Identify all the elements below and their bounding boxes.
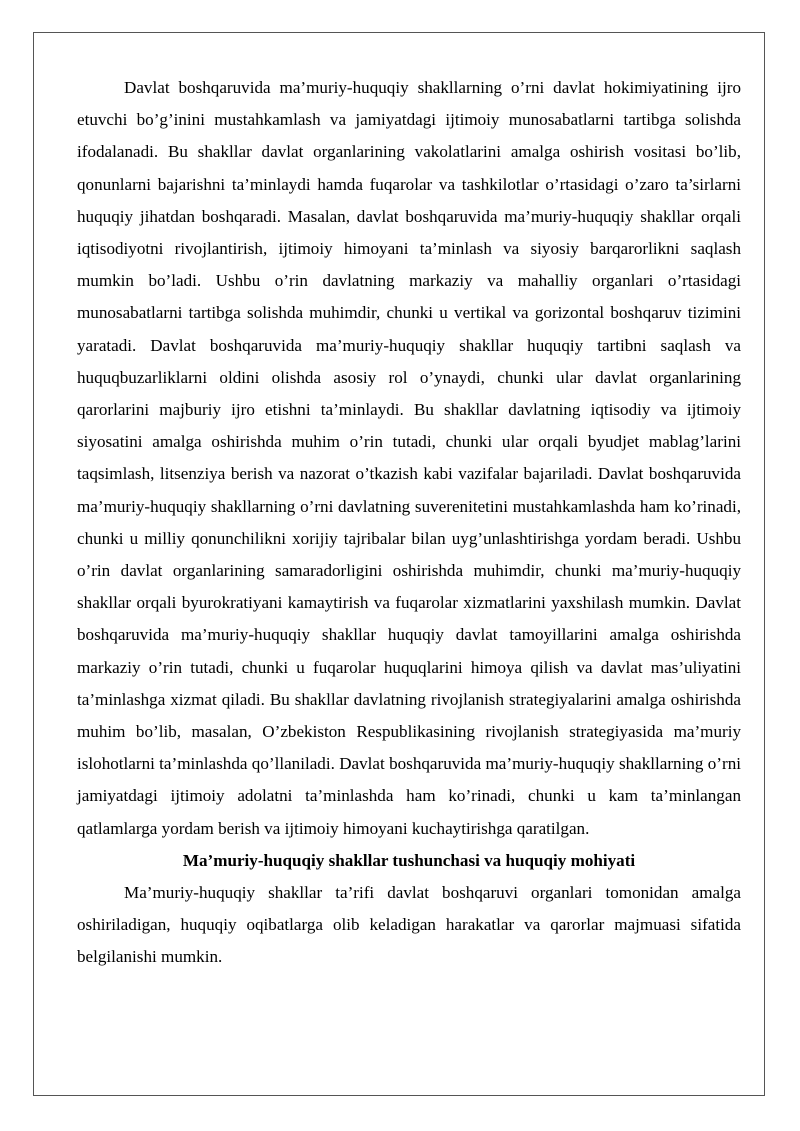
body-paragraph-1: Davlat boshqaruvida ma’muriy-huquqiy shakllarning o’rni davlat hokimiyatining ijro etuvchi bo’g’inini mustahkamlash va jamiyatdagi ijtimoiy munosabatlarni tartibga solishda ifodalanadi. Bu shakllar davlat organlarining vakolatlarini amalga oshirish vositasi bo’lib, qonunlarni bajarishni ta’minlaydi hamda fuqarolar va tashkilotlar o’rtasidagi o’zaro ta’sirlarni huquqiy jihatdan boshqaradi. Masalan, davlat boshqaruvida ma’muriy-huquqiy shakllar orqali iqtisodiyotni rivojlantirish, ijtimoiy himoyani ta’minlash va siyosiy barqarorlikni saqlash mumkin bo’ladi. Ushbu o’rin davlatning markaziy va mahalliy organlari o’rtasidagi munosabatlarni tartibga solishda muhimdir, chunki u vertikal va gorizontal boshqaruv tizimini yaratadi. Davlat boshqaruvida ma’muriy-huquqiy shakllar huquqiy tartibni saqlash va huquqbuzarliklarni oldini olishda asosiy rol o’ynaydi, chunki ular davlat organlarining qarorlarini majburiy ijro etishni ta’minlaydi. Bu shakllar davlatning iqtisodiy va ijtimoiy siyosatini amalga oshirishda muhim o’rin tutadi, chunki ular orqali byudjet mablag’larini taqsimlash, litsenziya berish va nazorat o’tkazish kabi vazifalar bajariladi. Davlat boshqaruvida ma’muriy-huquqiy shakllarning o’rni davlatning suverenitetini mustahkamlashda ham ko’rinadi, chunki u milliy qonunchilikni xorijiy tajribalar bilan uyg’unlashtirishga yordam beradi. Ushbu o’rin davlat organlarining samaradorligini oshirishda muhimdir, chunki ma’muriy-huquqiy shakllar orqali byurokratiyani kamaytirish va fuqarolar xizmatlarini yaxshilash mumkin. Davlat boshqaruvida ma’muriy-huquqiy shakllar huquqiy davlat tamoyillarini amalga oshirishda markaziy o’rin tutadi, chunki u fuqarolar huquqlarini himoya qilish va davlat mas’uliyatini ta’minlashga xizmat qiladi. Bu shakllar davlatning rivojlanish strategiyalarini amalga oshirishda muhim bo’lib, masalan, O’zbekiston Respublikasining rivojlanish strategiyasida ma’muriy islohotlarni ta’minlashda qo’llaniladi. Davlat boshqaruvida ma’muriy-huquqiy shakllarning o’rni jamiyatdagi ijtimoiy adolatni ta’minlashda ham ko’rinadi, chunki u kam ta’minlangan qatlamlarga yordam berish va ijtimoiy himoyani kuchaytirishga qaratilgan.	[77, 78, 741, 838]
section-heading: Ma’muriy-huquqiy shakllar tushunchasi va huquqiy mohiyati	[182, 850, 636, 870]
body-paragraph-2: Ma’muriy-huquqiy shakllar ta’rifi davlat boshqaruvi organlari tomonidan amalga oshiriladigan, huquqiy oqibatlarga olib keladigan harakatlar va qarorlar majmuasi sifatida belgilanishi mumkin.	[77, 883, 741, 967]
document-body	[77, 72, 741, 974]
